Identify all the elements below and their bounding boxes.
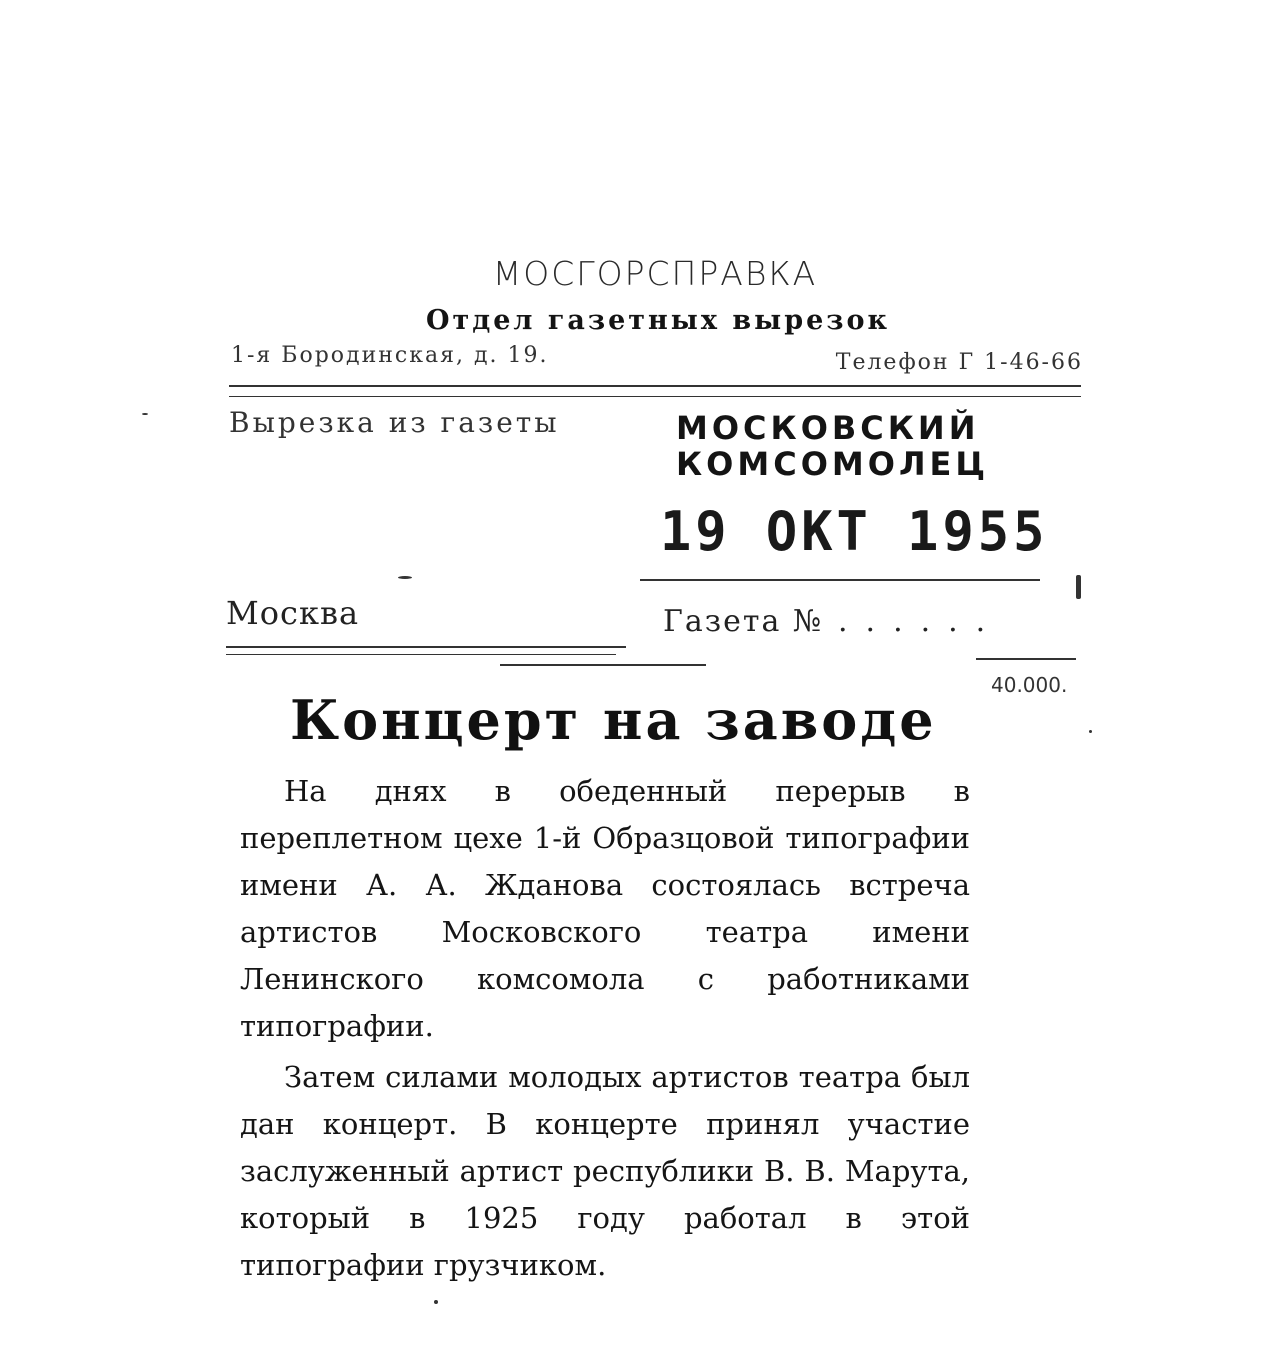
scan-speck <box>398 576 412 579</box>
column-rule-right <box>976 658 1076 660</box>
agency-address: 1-я Бородинская, д. 19. <box>231 343 549 368</box>
article-paragraph <box>240 1054 970 1289</box>
article-paragraph <box>240 768 970 1050</box>
agency-name: МОСГОРСПРАВКА <box>492 254 818 293</box>
cut-from-label: Вырезка из газеты <box>229 406 560 439</box>
date-underline <box>640 579 1040 581</box>
agency-phone: Телефон Г 1-46-66 <box>835 350 1083 375</box>
gazeta-number-label: Газета № <box>663 604 824 639</box>
article-paragraph-text: Затем силами молодых артистов театра был дан концерт. В концерте принял участие заслуженный артист республики В. В. Марута, который в 1925 году работал в этой типографии грузчиком. <box>240 1060 970 1282</box>
article-headline: Концерт на заводе <box>290 688 937 752</box>
article-paragraph-text: На днях в обеденный перерыв в переплетном цехе 1-й Образцовой типографии имени А. А. Жданова состоялась встреча артистов Московского театра имени Ленинского комсомола с работниками типографии. <box>240 774 970 1043</box>
header-divider <box>229 385 1081 387</box>
newspaper-name: МОСКОВСКИЙ КОМСОМОЛЕЦ <box>676 409 990 483</box>
scan-speck <box>1089 730 1092 733</box>
clipping-divider-secondary <box>226 654 616 655</box>
column-rule-center <box>500 664 706 666</box>
header-divider-secondary <box>229 396 1081 397</box>
circulation-count: 40.000. <box>991 673 1068 697</box>
scan-speck <box>142 413 148 415</box>
city-label: Москва <box>226 594 360 632</box>
scan-speck <box>1076 575 1081 599</box>
date-stamp: 19 ОКТ 1955 <box>660 500 1049 564</box>
scan-speck <box>434 1300 438 1304</box>
gazeta-number-value: ...... <box>838 604 1004 639</box>
clipping-divider <box>226 646 626 648</box>
department-name: Отдел газетных вырезок <box>426 305 890 336</box>
